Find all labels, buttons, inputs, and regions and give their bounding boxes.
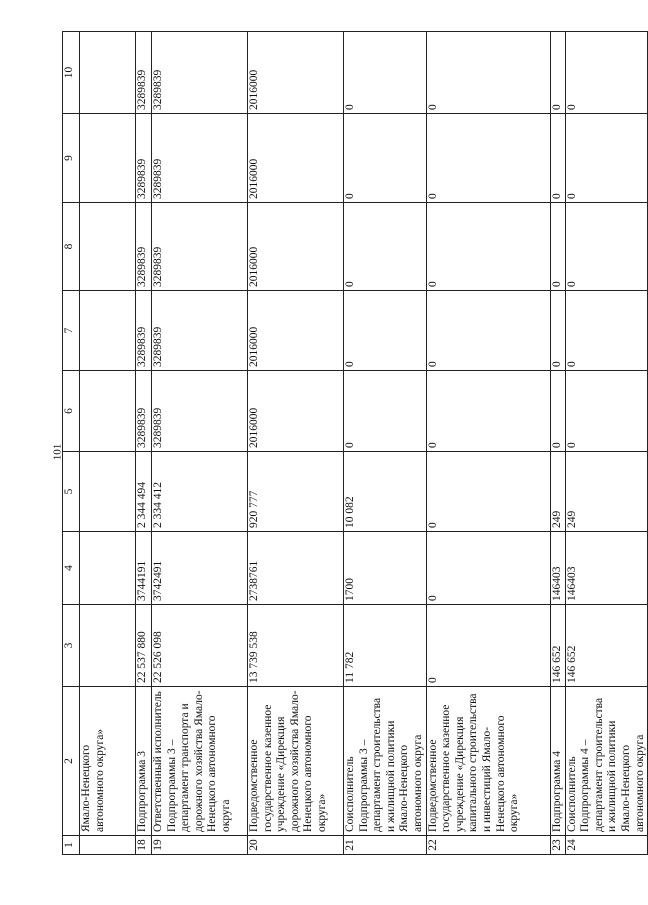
cell: 0 xyxy=(426,203,550,291)
table-row xyxy=(152,32,248,855)
cell: 3744191 xyxy=(136,532,152,605)
cell: 11 782 xyxy=(344,605,427,687)
cell: 3289839 xyxy=(152,114,248,203)
cell: 2016000 xyxy=(248,371,344,452)
rotated-table-container xyxy=(62,32,646,855)
cell: 0 xyxy=(344,203,427,291)
cell: 0 xyxy=(565,32,648,114)
cell: 0 xyxy=(426,371,550,452)
table-row xyxy=(550,32,565,855)
cell: 22 526 098 xyxy=(152,605,248,687)
cell: 22 537 880 xyxy=(136,605,152,687)
header-cell: 10 xyxy=(63,32,80,114)
row-number: 20 xyxy=(248,836,344,855)
cell: 2016000 xyxy=(248,291,344,371)
cell: 3289839 xyxy=(136,114,152,203)
cell: 146403 xyxy=(565,532,648,605)
cell xyxy=(80,203,136,291)
table-row xyxy=(248,32,344,855)
cell: 0 xyxy=(426,452,550,532)
cell: 0 xyxy=(426,114,550,203)
table-row xyxy=(80,32,136,855)
cell: 3289839 xyxy=(152,291,248,371)
cell: 0 xyxy=(344,32,427,114)
header-cell: 3 xyxy=(63,605,80,687)
cell: 0 xyxy=(550,371,565,452)
cell: 3289839 xyxy=(136,32,152,114)
cell: 0 xyxy=(550,203,565,291)
cell xyxy=(80,605,136,687)
cell: 0 xyxy=(565,203,648,291)
cell: 146 652 xyxy=(565,605,648,687)
table-row xyxy=(426,32,550,855)
row-name: Ответственный исполнитель Подпрограммы 3 – департамент транспорта и дорожного хозяйства Ямало-Ненецкого автономного округа xyxy=(152,687,248,836)
cell: 146 652 xyxy=(550,605,565,687)
row-name: Подведомственное государственное казенное учреждение «Дирекция дорожного хозяйства Ямало-Ненецкого автономного округа» xyxy=(248,687,344,836)
cell: 0 xyxy=(565,291,648,371)
header-cell: 5 xyxy=(63,452,80,532)
cell: 3289839 xyxy=(152,371,248,452)
cell: 0 xyxy=(565,114,648,203)
header-row xyxy=(63,32,80,855)
table-row xyxy=(344,32,427,855)
cell: 0 xyxy=(550,114,565,203)
cell xyxy=(80,114,136,203)
row-number: 21 xyxy=(344,836,427,855)
cell: 2016000 xyxy=(248,32,344,114)
row-number: 19 xyxy=(152,836,248,855)
row-name: Соисполнитель Подпрограммы 4 – департамент строительства и жилищной политики Ямало-Ненецкого автономного округа xyxy=(565,687,648,836)
cell: 3289839 xyxy=(152,32,248,114)
cell: 3289839 xyxy=(136,371,152,452)
cell: 2738761 xyxy=(248,532,344,605)
cell: 10 082 xyxy=(344,452,427,532)
row-name: Подпрограмма 3 xyxy=(136,687,152,836)
header-cell: 9 xyxy=(63,114,80,203)
cell: 3289839 xyxy=(136,203,152,291)
header-cell: 4 xyxy=(63,532,80,605)
cell: 0 xyxy=(550,291,565,371)
row-number: 18 xyxy=(136,836,152,855)
row-number: 22 xyxy=(426,836,550,855)
cell: 13 739 538 xyxy=(248,605,344,687)
cell: 0 xyxy=(426,291,550,371)
cell xyxy=(80,32,136,114)
row-number: 24 xyxy=(565,836,648,855)
cell: 2 334 412 xyxy=(152,452,248,532)
cell xyxy=(80,532,136,605)
cell: 2016000 xyxy=(248,203,344,291)
cell: 146403 xyxy=(550,532,565,605)
table-row xyxy=(136,32,152,855)
header-cell: 1 xyxy=(63,836,80,855)
header-cell: 7 xyxy=(63,291,80,371)
cell xyxy=(80,452,136,532)
cell: 249 xyxy=(565,452,648,532)
header-cell: 8 xyxy=(63,203,80,291)
table-row xyxy=(565,32,648,855)
row-number xyxy=(80,836,136,855)
cell: 0 xyxy=(426,605,550,687)
header-cell: 2 xyxy=(63,687,80,836)
budget-table xyxy=(62,31,648,855)
cell: 3289839 xyxy=(152,203,248,291)
page-number: 101 xyxy=(51,443,64,461)
row-number: 23 xyxy=(550,836,565,855)
header-cell: 6 xyxy=(63,371,80,452)
cell xyxy=(80,291,136,371)
cell: 0 xyxy=(344,371,427,452)
cell: 0 xyxy=(426,532,550,605)
row-name: Ямало-Ненецкого автономного округа» xyxy=(80,687,136,836)
cell: 3289839 xyxy=(136,291,152,371)
row-name: Подведомственное государственное казенное учреждение «Дирекция капитального строительства и инвестиций Ямало-Ненецкого автономного округа» xyxy=(426,687,550,836)
row-name: Подпрограмма 4 xyxy=(550,687,565,836)
cell xyxy=(80,371,136,452)
cell: 3742491 xyxy=(152,532,248,605)
cell: 0 xyxy=(426,32,550,114)
cell: 0 xyxy=(550,32,565,114)
cell: 920 777 xyxy=(248,452,344,532)
cell: 0 xyxy=(344,291,427,371)
cell: 1700 xyxy=(344,532,427,605)
cell: 249 xyxy=(550,452,565,532)
cell: 2 344 494 xyxy=(136,452,152,532)
cell: 0 xyxy=(565,371,648,452)
cell: 0 xyxy=(344,114,427,203)
row-name: Соисполнитель Подпрограммы 3 – департамент строительства и жилищной политики Ямало-Ненецкого автономного округа xyxy=(344,687,427,836)
cell: 2016000 xyxy=(248,114,344,203)
